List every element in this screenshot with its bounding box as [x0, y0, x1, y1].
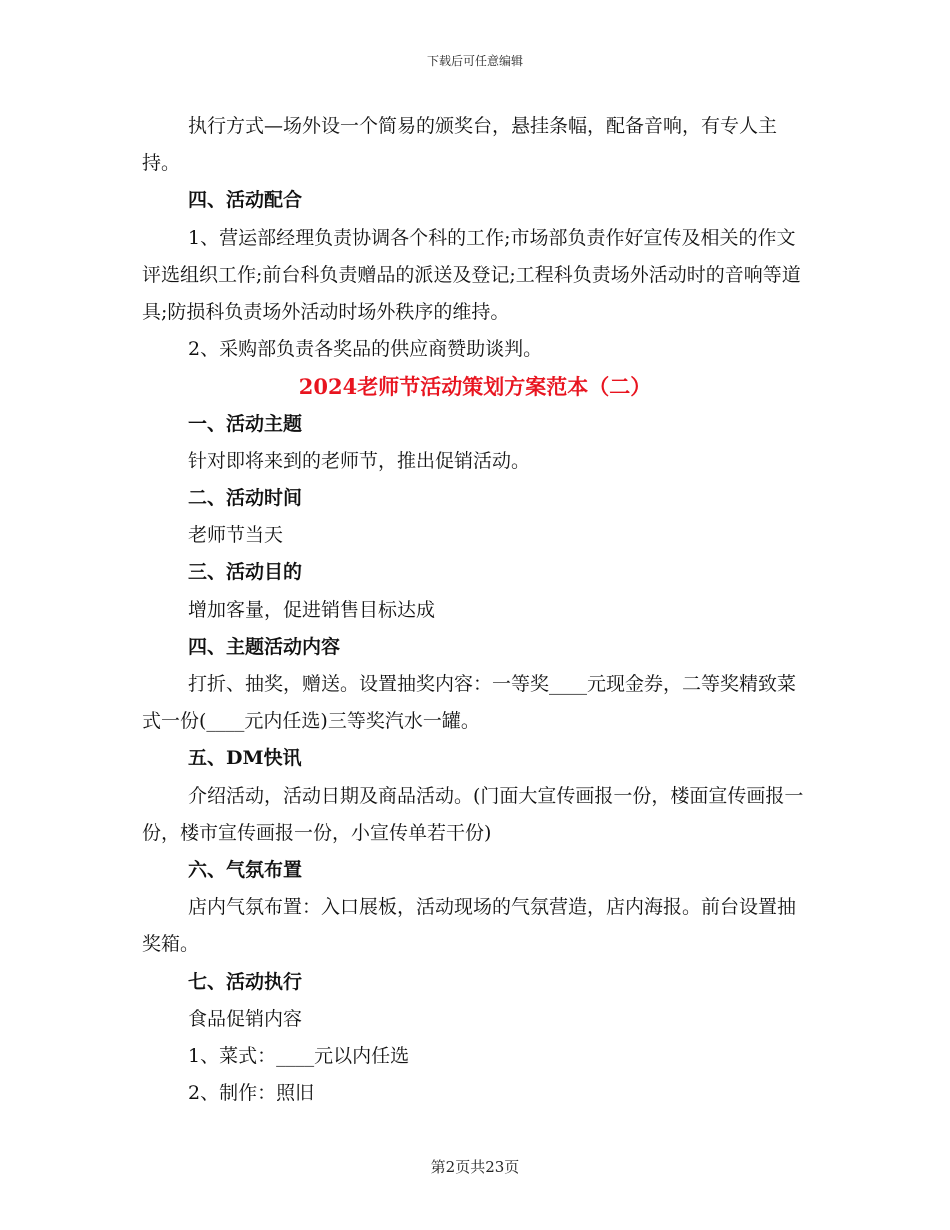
- paragraph-production: 2、制作：照旧: [188, 1082, 315, 1105]
- paragraph-content: 打折、抽奖，赠送。设置抽奖内容：一等奖____元现金券，二等奖精致菜式一份(____元内任选)三等奖汽水一罐。: [142, 673, 797, 733]
- section-heading-time: 二、活动时间: [188, 487, 303, 510]
- section-heading-dm: 五、DM快讯: [188, 747, 302, 770]
- page-footer: 第2页共23页: [430, 1158, 520, 1176]
- paragraph-food-promo: 食品促销内容: [188, 1007, 303, 1030]
- section-heading-theme: 一、活动主题: [188, 412, 303, 435]
- section-heading-purpose: 三、活动目的: [188, 561, 303, 584]
- page-header: 下载后可任意编辑: [426, 54, 523, 68]
- paragraph-cooperation-2: 2、采购部负责各奖品的供应商赞助谈判。: [188, 338, 543, 361]
- paragraph-execution-method: 执行方式—场外设一个简易的颁奖台，悬挂条幅，配备音响，有专人主持。: [142, 115, 778, 175]
- section-heading-cooperation: 四、活动配合: [188, 189, 303, 212]
- section-heading-atmosphere: 六、气氛布置: [188, 859, 303, 882]
- paragraph-dishes: 1、菜式：____元以内任选: [188, 1045, 410, 1068]
- document-subtitle: 2024老师节活动策划方案范本（二）: [298, 374, 652, 400]
- section-heading-execution: 七、活动执行: [188, 970, 303, 993]
- paragraph-purpose: 增加客量，促进销售目标达成: [188, 598, 436, 621]
- paragraph-time: 老师节当天: [188, 524, 284, 547]
- paragraph-cooperation-1: 1、营运部经理负责协调各个科的工作;市场部负责作好宣传及相关的作文评选组织工作;前台科负责赠品的派送及登记;工程科负责场外活动时的音响等道具;防损科负责场外活动时场外秩序的维持。: [142, 226, 801, 324]
- paragraph-atmosphere: 店内气氛布置：入口展板，活动现场的气氛营造，店内海报。前台设置抽奖箱。: [142, 896, 797, 956]
- section-heading-content: 四、主题活动内容: [188, 635, 341, 658]
- paragraph-theme: 针对即将来到的老师节，推出促销活动。: [188, 449, 531, 472]
- paragraph-dm: 介绍活动，活动日期及商品活动。(门面大宣传画报一份，楼面宣传画报一份，楼市宣传画报一份，小宣传单若干份): [142, 784, 804, 844]
- document-body: [142, 108, 808, 1112]
